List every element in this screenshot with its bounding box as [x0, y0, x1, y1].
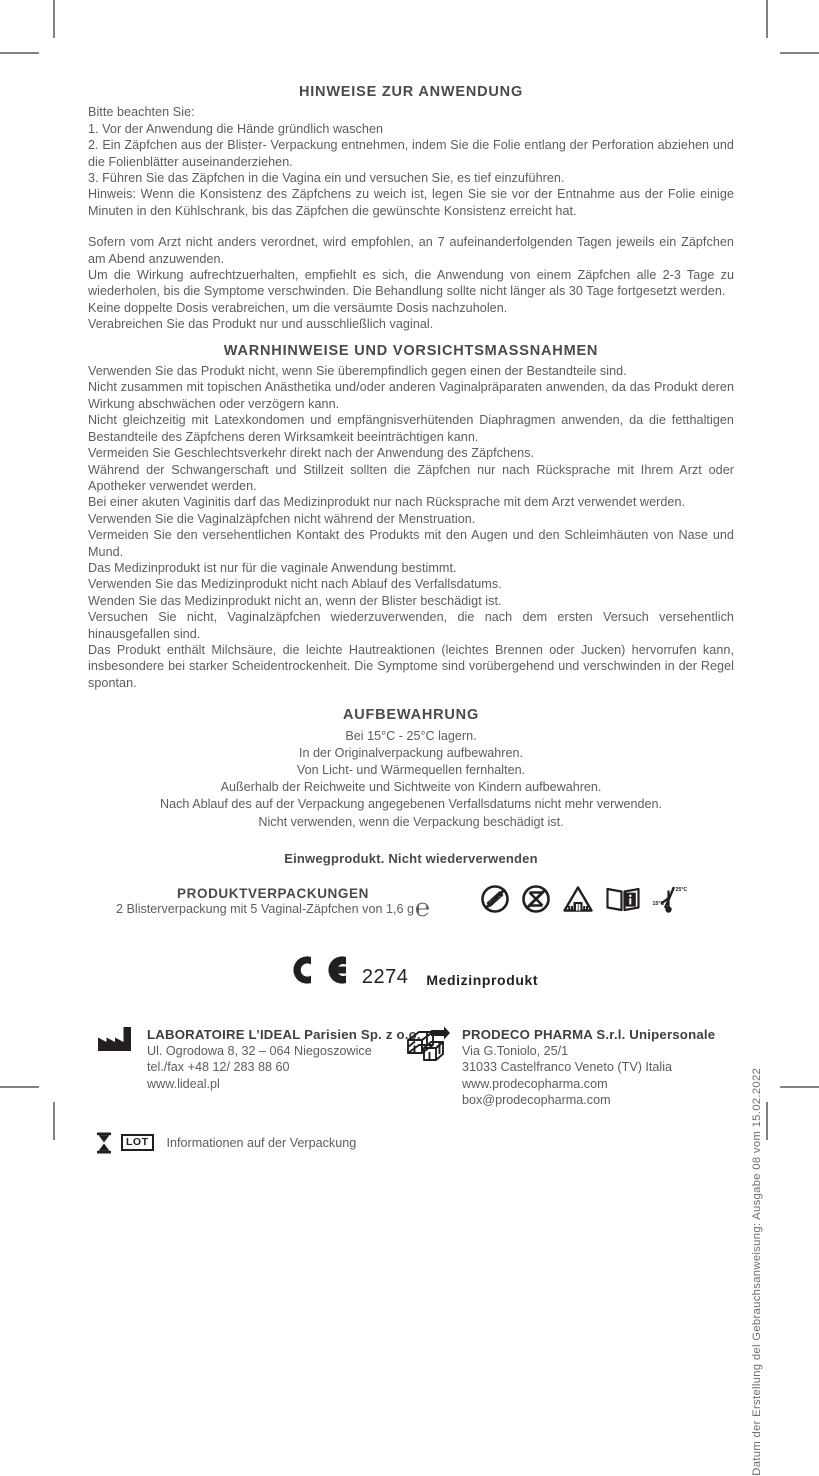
revision-note: Datum der Erstellung del Gebrauchsanweisung: Ausgabe 08 vom 15.02.2022 — [751, 1067, 763, 1476]
warning-paragraph: Versuchen Sie nicht, Vaginalzäpfchen wiederzuverwenden, die nach dem ersten Versuch versehentlich hinausgefallen sind. — [88, 610, 734, 641]
warning-paragraph: Nicht zusammen mit topischen Anästhetika und/oder anderen Vaginalpräparaten anwenden, da das Produkt deren Wirkung abschwächen oder verzögern kann. — [88, 380, 734, 411]
packaging-description-row — [88, 894, 458, 922]
crop-mark-bottom-left-vertical — [53, 1102, 55, 1140]
storage-line: Von Licht- und Wärmequellen fernhalten. — [296, 762, 526, 777]
warning-paragraph: Vermeiden Sie Geschlechtsverkehr direkt nach der Anwendung des Zäpfchens. — [88, 446, 535, 461]
packaging-heading: PRODUKTVERPACKUNGEN — [177, 885, 369, 901]
lot-row — [96, 1132, 742, 1154]
usage-paragraph: 1. Vor der Anwendung die Hände gründlich waschen — [88, 121, 384, 136]
warning-paragraph: Nicht gleichzeitig mit Latexkondomen und empfängnisverhütenden Diaphragmen anwenden, da die fetthaltigen Bestandteile des Zäpfchens deren Wirksamkeit beeinträchtigen kann. — [88, 413, 734, 444]
usage-paragraph: Verabreichen Sie das Produkt nur und ausschließlich vaginal. — [88, 317, 434, 332]
packaging-row — [88, 886, 734, 942]
manufacturer-name: LABORATOIRE L’IDEAL Parisien Sp. z o.o. — [147, 1026, 421, 1042]
usage-paragraph: Um die Wirkung aufrechtzuerhalten, empfiehlt es sich, die Anwendung von einem Zäpfchen alle 2-3 Tage zu wiederholen, bis die Symptome verschwinden. Die Behandlung sollte nicht länger als 30 Tage fortgesetzt werden. — [88, 268, 734, 299]
svg-text:15°C: 15°C — [652, 900, 665, 907]
distributor-box-icon — [405, 1026, 451, 1066]
warning-paragraph: Das Produkt enthält Milchsäure, die leichte Hautreaktionen (leichtes Brennen oder Jucken) hervorrufen kann, insbesondere bei starker Scheidentrockenheit. Die Symptome sind vorübergehend und verschwinden in der Regel spontan. — [88, 642, 734, 690]
usage-body — [88, 104, 734, 332]
storage-line: Nach Ablauf des auf der Verpackung angegebenen Verfallsdatums nicht mehr verwenden. — [160, 797, 662, 812]
notified-body-number: 2274 — [361, 965, 409, 988]
distributor-block — [405, 1026, 715, 1109]
distributor-city-line: 31033 Castelfranco Veneto (TV) Italia — [462, 1060, 673, 1075]
warnings-body — [88, 363, 734, 691]
hourglass-icon — [96, 1132, 112, 1154]
lot-label: LOT — [121, 1134, 154, 1151]
ce-mark-row — [88, 950, 734, 990]
storage-line: Außerhalb der Reichweite und Sichtweite von Kindern aufbewahren. — [220, 780, 602, 795]
usage-paragraph: 3. Führen Sie das Zäpfchen in die Vagina ein und versuchen Sie, es tief einzuführen. — [88, 171, 565, 186]
packaging-text-block — [88, 885, 458, 922]
warnings-heading: WARNHINWEISE UND VORSICHTSMASSNAHMEN — [223, 342, 599, 359]
warning-paragraph: Verwenden Sie das Medizinprodukt nicht nach Ablauf des Verfallsdatums. — [88, 577, 502, 592]
warning-paragraph: Wenden Sie das Medizinprodukt nicht an, wenn der Blister beschädigt ist. — [88, 593, 502, 608]
crop-mark-top-right-vertical — [766, 0, 768, 38]
usage-paragraph: Hinweis: Wenn die Konsistenz des Zäpfchens zu weich ist, legen Sie sie vor der Entnahme aus der Folie einige Minuten in den Kühlschrank, bis das Zäpfchen die gewünschte Konsistenz erreicht hat. — [88, 187, 734, 218]
storage-line: In der Originalverpackung aufbewahren. — [298, 745, 524, 760]
crop-mark-top-right-horizontal — [780, 52, 819, 54]
distributor-email: box@prodecopharma.com — [462, 1093, 611, 1108]
do-not-resterilize-icon — [521, 884, 551, 914]
manufacturer-lines — [147, 1026, 421, 1093]
distributor-address-line: Via G.Toniolo, 25/1 — [462, 1043, 569, 1058]
crop-mark-bottom-left-horizontal — [0, 1086, 39, 1088]
warning-paragraph: Während der Schwangerschaft und Stillzeit sollten die Zäpfchen nur nach Rücksprache mit Ihrem Arzt oder Apotheker verwendet werden. — [88, 462, 734, 493]
svg-text:25°C: 25°C — [675, 886, 688, 893]
manufacturer-website: www.lideal.pl — [147, 1076, 220, 1091]
distributor-lines — [462, 1026, 715, 1109]
usage-paragraph: Sofern vom Arzt nicht anders verordnet, wird empfohlen, an 7 aufeinanderfolgenden Tagen jeweils ein Zäpfchen am Abend anzuwenden. — [88, 235, 734, 266]
manufacturer-block — [96, 1026, 421, 1093]
storage-lines — [88, 728, 734, 831]
addresses-row — [88, 1026, 734, 1126]
ce-mark-icon — [284, 950, 354, 990]
distributor-website: www.prodecopharma.com — [462, 1076, 608, 1091]
warning-paragraph: Verwenden Sie das Produkt nicht, wenn Sie überempfindlich gegen einen der Bestandteile sind. — [88, 364, 627, 379]
warning-paragraph: Bei einer akuten Vaginitis darf das Medizinprodukt nur nach Rücksprache mit dem Arzt verwendet werden. — [88, 495, 686, 510]
lot-note: Informationen auf der Verpackung — [166, 1135, 357, 1150]
estimated-sign-icon: ℮ — [414, 894, 430, 922]
distributor-name: PRODECO PHARMA S.r.l. Unipersonale — [462, 1026, 716, 1042]
temperature-limit-icon — [652, 884, 688, 914]
manufacturer-address-line: Ul. Ogrodowa 8, 32 – 064 Niegoszowice — [147, 1043, 372, 1058]
crop-mark-top-left-horizontal — [0, 52, 39, 54]
factory-icon — [96, 1026, 136, 1052]
warning-paragraph: Vermeiden Sie den versehentlichen Kontakt des Produkts mit den Augen und den Schleimhäuten von Nase und Mund. — [88, 528, 734, 559]
storage-line: Bei 15°C - 25°C lagern. — [345, 728, 477, 743]
usage-heading: HINWEISE ZUR ANWENDUNG — [298, 84, 524, 100]
device-symbol-row — [480, 884, 688, 914]
keep-away-from-sunlight-icon — [562, 885, 594, 913]
warning-paragraph: Verwenden Sie die Vaginalzäpfchen nicht während der Menstruation. — [88, 511, 476, 526]
storage-heading: AUFBEWAHRUNG — [342, 707, 480, 724]
crop-mark-top-left-vertical — [53, 0, 55, 38]
crop-mark-bottom-right-vertical — [766, 1102, 768, 1140]
packaging-description: 2 Blisterverpackung mit 5 Vaginal-Zäpfchen von 1,6 g — [116, 901, 414, 916]
crop-mark-bottom-right-horizontal — [780, 1086, 819, 1088]
consult-instructions-for-use-icon — [605, 885, 641, 913]
warning-paragraph: Das Medizinprodukt ist nur für die vaginale Anwendung bestimmt. — [88, 560, 457, 575]
usage-paragraph: Bitte beachten Sie: — [88, 105, 195, 120]
storage-line: Nicht verwenden, wenn die Verpackung beschädigt ist. — [258, 814, 564, 829]
usage-paragraph: 2. Ein Zäpfchen aus der Blister- Verpackung entnehmen, indem Sie die Folie entlang der Perforation abziehen und die Folienblätter auseinanderziehen. — [88, 138, 734, 169]
do-not-reuse-icon — [480, 884, 510, 914]
single-use-note: Einwegprodukt. Nicht wiederverwenden — [284, 850, 538, 866]
leaflet-content — [88, 84, 734, 1154]
manufacturer-phone: tel./fax +48 12/ 283 88 60 — [147, 1060, 290, 1075]
usage-paragraph: Keine doppelte Dosis verabreichen, um die versäumte Dosis nachzuholen. — [88, 300, 508, 315]
medical-device-label: Medizinprodukt — [426, 971, 539, 988]
